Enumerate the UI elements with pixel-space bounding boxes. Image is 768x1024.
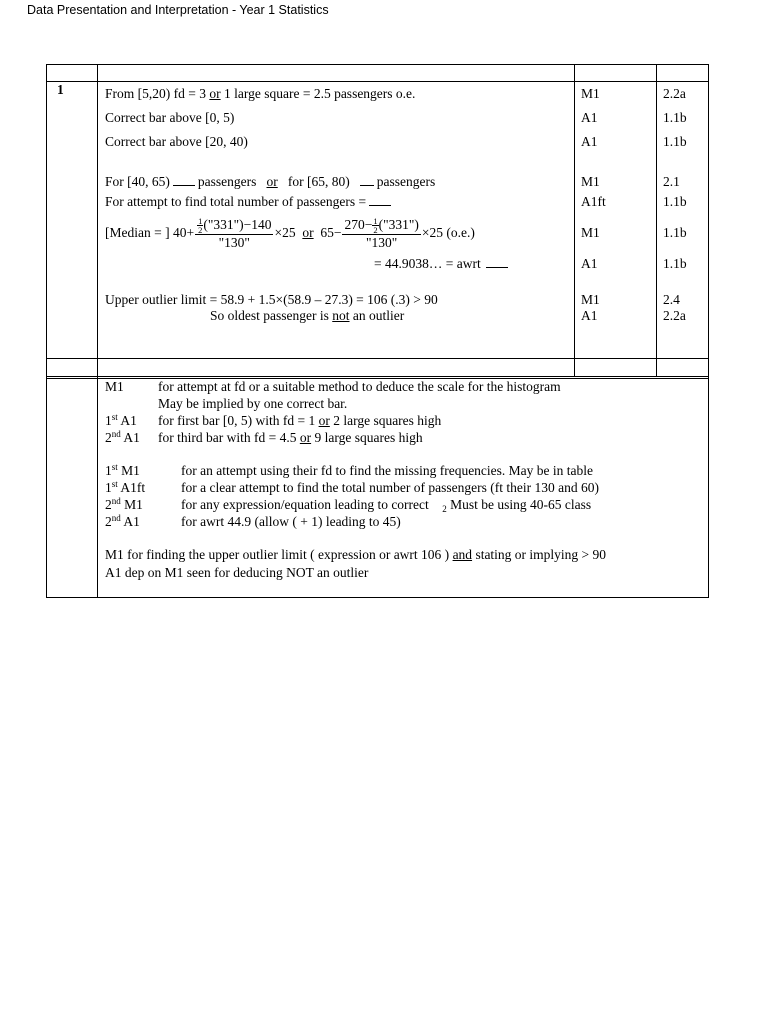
note-line — [105, 547, 606, 563]
numerator: 270− — [344, 216, 373, 232]
note-text: for an attempt using their fd to find the missing frequencies. May be in table — [181, 463, 594, 478]
ao-code: 1.1b — [663, 134, 687, 149]
or-word: or — [299, 430, 312, 445]
ao-code: 1.1b — [663, 110, 687, 125]
row-divider — [46, 81, 708, 82]
scheme-text: passengers — [376, 174, 436, 189]
mark-code: A1 — [581, 256, 598, 271]
ao-code: 1.1b — [663, 225, 687, 240]
ordinal-suffix: st — [111, 462, 118, 472]
mark-code: A1ft — [581, 194, 606, 209]
row-divider — [46, 358, 708, 359]
scheme-line-8: Upper outlier limit = 58.9 + 1.5×(58.9 – 27.3) = 106 (.3) > 90 — [105, 292, 438, 307]
note-text-part: for third bar with fd = 4.5 — [158, 430, 300, 445]
note-text-part: M1 for finding the upper outlier limit ( expression or awrt 106 ) — [105, 547, 453, 562]
half-numerator: 1 — [373, 216, 378, 227]
note-text — [181, 497, 591, 513]
ordinal-suffix: st — [111, 479, 118, 489]
formula-term: ×25 (o.e.) — [421, 225, 475, 240]
scheme-text: = 44.9038… = awrt — [374, 256, 481, 271]
half-numerator: 1 — [198, 216, 203, 227]
denominator: "130" — [218, 235, 250, 251]
and-word: and — [452, 547, 473, 562]
or-word: or — [302, 225, 314, 240]
scheme-text: From [5,20) fd = 3 — [105, 86, 210, 101]
scheme-text: passengers — [197, 174, 257, 189]
scheme-text: 1 large square = 2.5 passengers o.e. — [220, 86, 416, 101]
ordinal: 1 — [105, 463, 112, 478]
or-word: or — [209, 86, 221, 101]
answer-blank — [173, 174, 195, 186]
fraction-b — [342, 217, 420, 251]
fraction-a — [195, 217, 273, 251]
subscript: 2 — [442, 504, 447, 514]
scheme-text: an outlier — [349, 308, 405, 323]
scheme-line-2: Correct bar above [0, 5) — [105, 110, 235, 125]
mark-code: A1 — [581, 134, 598, 149]
ao-code: 1.1b — [663, 256, 687, 271]
scheme-line-4 — [105, 174, 435, 190]
mark-code: M1 — [581, 174, 600, 189]
ao-code: 2.1 — [663, 174, 680, 189]
mark-code: M1 — [120, 497, 143, 512]
note-label — [105, 480, 145, 496]
ordinal-suffix: nd — [111, 496, 121, 506]
ao-code: 2.2a — [663, 86, 686, 101]
note-text: for awrt 44.9 (allow ( + 1) leading to 45) — [181, 514, 401, 529]
mark-code: A1ft — [117, 480, 146, 495]
column-divider — [574, 64, 575, 377]
answer-blank — [369, 194, 391, 206]
note-text — [158, 413, 441, 429]
numerator: ("331") — [378, 216, 419, 232]
scheme-text: For attempt to find total number of passengers = — [105, 194, 367, 209]
mark-code: M1 — [581, 86, 600, 101]
note-text-part: Must be using 40-65 class — [450, 497, 592, 512]
note-label — [105, 497, 143, 513]
mark-code: A1 — [581, 308, 598, 323]
scheme-line-3: Correct bar above [20, 40) — [105, 134, 248, 149]
half-denominator: 2 — [198, 225, 203, 236]
mark-code: M1 — [117, 463, 140, 478]
note-text-part: for first bar [0, 5) with fd = 1 — [158, 413, 319, 428]
median-formula — [105, 214, 475, 252]
ordinal-suffix: nd — [111, 513, 121, 523]
row-divider — [46, 376, 708, 377]
ordinal: 2 — [105, 430, 112, 445]
or-word: or — [266, 174, 278, 189]
not-word: not — [332, 308, 350, 323]
note-label: M1 — [105, 379, 124, 394]
answer-blank — [486, 256, 508, 268]
half-denominator: 2 — [373, 225, 378, 236]
note-label — [105, 430, 140, 446]
note-text — [158, 430, 423, 446]
note-text-part: 9 large squares high — [311, 430, 423, 445]
denominator: "130" — [366, 235, 398, 251]
scheme-line-9 — [210, 308, 404, 324]
note-text-part: stating or implying > 90 — [472, 547, 607, 562]
ordinal: 2 — [105, 497, 112, 512]
scheme-text: For [40, 65) — [105, 174, 170, 189]
note-label — [105, 413, 137, 429]
scheme-line-1 — [105, 86, 415, 102]
note-text: May be implied by one correct bar. — [158, 396, 348, 411]
column-divider — [656, 64, 657, 377]
scheme-text: So oldest passenger is — [210, 308, 333, 323]
ao-code: 1.1b — [663, 194, 687, 209]
ao-code: 2.4 — [663, 292, 680, 307]
mark-code: A1 — [581, 110, 598, 125]
note-text-part: for any expression/equation leading to correct — [181, 497, 429, 512]
column-divider — [97, 64, 98, 598]
ordinal-suffix: st — [111, 412, 118, 422]
ordinal: 1 — [105, 480, 112, 495]
note-label — [105, 463, 140, 479]
note-line: A1 dep on M1 seen for deducing NOT an outlier — [105, 565, 369, 580]
numerator: ("331")−140 — [203, 216, 272, 232]
note-text: for a clear attempt to find the total number of passengers (ft their 130 and 60) — [181, 480, 599, 495]
mark-code: M1 — [581, 225, 600, 240]
scheme-line-7 — [374, 256, 511, 272]
answer-blank — [360, 174, 374, 186]
note-label — [105, 514, 140, 530]
scheme-line-5 — [105, 194, 394, 210]
formula-term: 40+ — [172, 225, 195, 240]
page-header: Data Presentation and Interpretation - Year 1 Statistics — [27, 3, 329, 17]
mark-code: A1 — [117, 413, 137, 428]
mark-code: A1 — [120, 430, 140, 445]
ordinal-suffix: nd — [111, 429, 121, 439]
mark-code: A1 — [120, 514, 140, 529]
ao-code: 2.2a — [663, 308, 686, 323]
question-number: 1 — [57, 82, 64, 97]
note-text: for attempt at fd or a suitable method to deduce the scale for the histogram — [158, 379, 561, 394]
formula-term: ×25 — [274, 225, 296, 240]
formula-term: 65− — [320, 225, 342, 240]
ordinal: 2 — [105, 514, 112, 529]
scheme-text: for [65, 80) — [287, 174, 350, 189]
or-word: or — [318, 413, 330, 428]
note-text-part: 2 large squares high — [329, 413, 442, 428]
mark-code: M1 — [581, 292, 600, 307]
scheme-text: [Median = ] — [105, 225, 170, 240]
ordinal: 1 — [105, 413, 112, 428]
